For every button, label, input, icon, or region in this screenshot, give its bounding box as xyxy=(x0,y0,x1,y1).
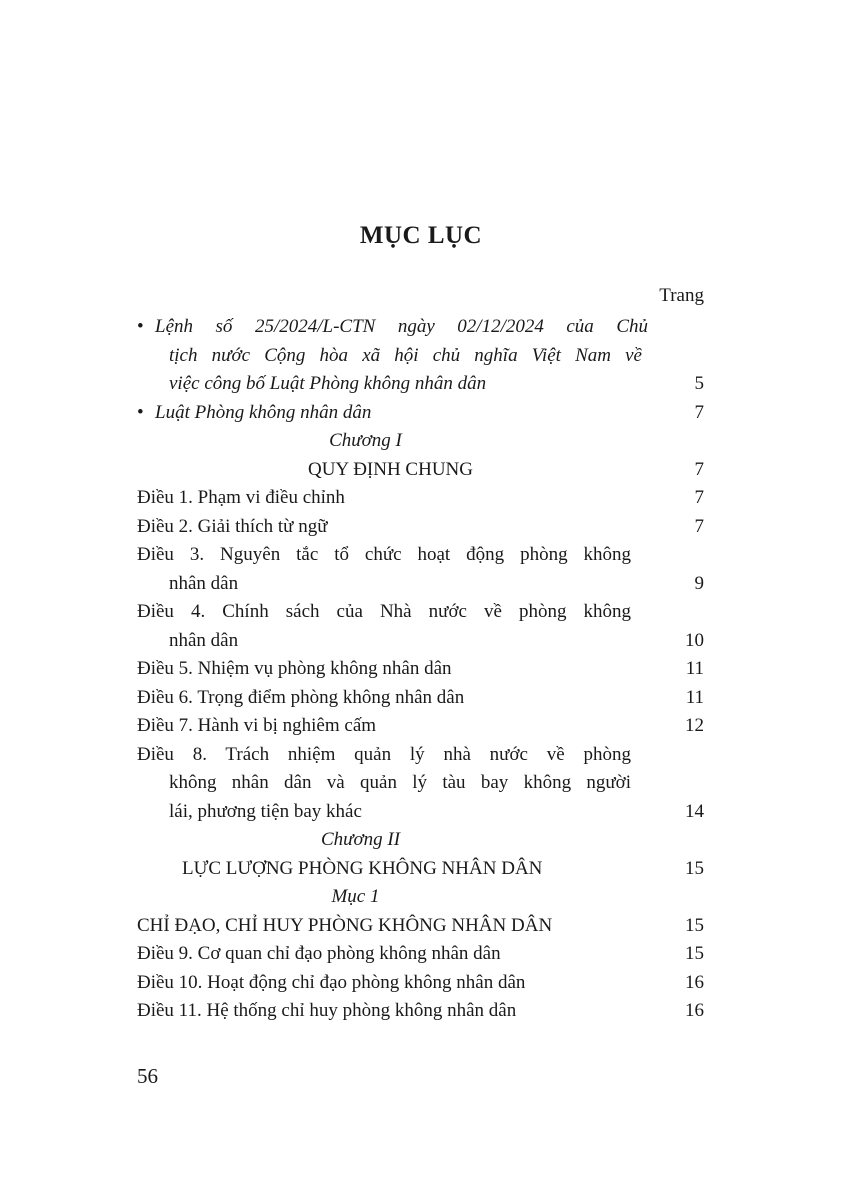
toc-entry-article-9[interactable] xyxy=(137,940,704,969)
toc-section-heading[interactable] xyxy=(137,912,704,941)
toc-chapter-heading[interactable] xyxy=(137,855,704,884)
toc-entry-line: không nhân dân và quản lý tàu bay không người xyxy=(169,772,631,793)
bullet-icon: • xyxy=(137,316,144,337)
bullet-icon: • xyxy=(137,401,144,423)
toc-entry-line: Điều 7. Hành vi bị nghiêm cấm xyxy=(137,715,377,736)
toc-entry-line: Điều 3. Nguyên tắc tổ chức hoạt động phòng không xyxy=(137,544,631,565)
toc-entry-line: Điều 1. Phạm vi điều chỉnh xyxy=(137,487,345,508)
toc-entry-line: Luật Phòng không nhân dân xyxy=(155,401,372,423)
toc-entry-law[interactable] xyxy=(137,399,704,428)
toc-entry-article-8-cont[interactable] xyxy=(137,798,704,827)
toc-entry-line: Điều 11. Hệ thống chỉ huy phòng không nhân dân xyxy=(137,1000,517,1021)
toc-entry-line: Điều 5. Nhiệm vụ phòng không nhân dân xyxy=(137,658,452,679)
section-heading: CHỈ ĐẠO, CHỈ HUY PHÒNG KHÔNG NHÂN DÂN xyxy=(137,914,553,936)
toc-entry-article-10[interactable] xyxy=(137,969,704,998)
toc-page-number: 16 xyxy=(685,1000,704,1021)
toc-page-number: 7 xyxy=(694,401,704,423)
toc-entry-article-8-cont[interactable] xyxy=(137,769,704,798)
toc-page-number: 11 xyxy=(685,658,704,679)
toc-entry-article-6[interactable] xyxy=(137,684,704,713)
section-label: Mục 1 xyxy=(331,886,380,907)
toc-entry-decree-cont[interactable] xyxy=(137,342,704,371)
toc-entry-article-8[interactable] xyxy=(137,741,704,770)
chapter-heading: QUY ĐỊNH CHUNG xyxy=(307,458,473,480)
toc-entry-line: Điều 2. Giải thích từ ngữ xyxy=(137,515,328,537)
chapter-label: Chương I xyxy=(329,430,402,451)
toc-entry-decree[interactable] xyxy=(137,313,704,342)
page-number: 56 xyxy=(137,1064,158,1088)
toc-page-number: 16 xyxy=(685,971,704,993)
toc-entry-decree-cont[interactable] xyxy=(137,370,704,399)
table-of-contents xyxy=(137,313,704,1026)
toc-entry-line: Điều 10. Hoạt động chỉ đạo phòng không nhân dân xyxy=(137,971,526,993)
toc-entry-article-1[interactable] xyxy=(137,484,704,513)
toc-page-number: 15 xyxy=(685,914,704,936)
toc-entry-line: lái, phương tiện bay khác xyxy=(169,800,362,822)
toc-entry-article-2[interactable] xyxy=(137,513,704,542)
toc-entry-line: Điều 9. Cơ quan chỉ đạo phòng không nhân dân xyxy=(137,943,501,964)
toc-page-number: 15 xyxy=(685,943,704,964)
toc-entry-article-11[interactable] xyxy=(137,997,704,1026)
toc-entry-article-4-cont[interactable] xyxy=(137,627,704,656)
toc-page-number: 9 xyxy=(694,572,704,594)
chapter-heading: LỰC LƯỢNG PHÒNG KHÔNG NHÂN DÂN xyxy=(182,857,543,879)
toc-title: MỤC LỤC xyxy=(359,222,483,249)
toc-entry-article-4[interactable] xyxy=(137,598,704,627)
toc-entry-article-5[interactable] xyxy=(137,655,704,684)
toc-entry-article-3-cont[interactable] xyxy=(137,570,704,599)
toc-entry-line: Điều 4. Chính sách của Nhà nước về phòng không xyxy=(137,601,631,622)
toc-entry-line: tịch nước Cộng hòa xã hội chủ nghĩa Việt Nam về xyxy=(169,344,642,366)
toc-entry-line: việc công bố Luật Phòng không nhân dân xyxy=(169,373,487,394)
toc-entry-line: nhân dân xyxy=(169,572,239,594)
toc-section-label xyxy=(137,883,704,912)
page-column-header: Trang xyxy=(659,285,704,306)
toc-page-number: 10 xyxy=(685,629,704,651)
toc-page-number: 14 xyxy=(685,800,704,822)
toc-page-number: 7 xyxy=(694,458,704,480)
toc-page-number: 7 xyxy=(694,487,704,508)
toc-entry-line: Điều 6. Trọng điểm phòng không nhân dân xyxy=(137,686,465,708)
toc-page-number: 5 xyxy=(694,373,704,394)
chapter-label: Chương II xyxy=(320,829,401,850)
toc-entry-line: Lệnh số 25/2024/L-CTN ngày 02/12/2024 của Chủ xyxy=(155,316,648,337)
toc-page-number: 15 xyxy=(685,857,704,879)
toc-chapter-label xyxy=(137,826,704,855)
toc-page-number: 7 xyxy=(694,515,704,537)
toc-entry-article-7[interactable] xyxy=(137,712,704,741)
toc-page-number: 12 xyxy=(685,715,704,736)
toc-chapter-heading[interactable] xyxy=(137,456,704,485)
toc-entry-line: nhân dân xyxy=(169,629,239,651)
toc-page-number: 11 xyxy=(685,686,704,708)
toc-entry-article-3[interactable] xyxy=(137,541,704,570)
toc-entry-line: Điều 8. Trách nhiệm quản lý nhà nước về phòng xyxy=(137,743,631,765)
toc-chapter-label xyxy=(137,427,704,456)
